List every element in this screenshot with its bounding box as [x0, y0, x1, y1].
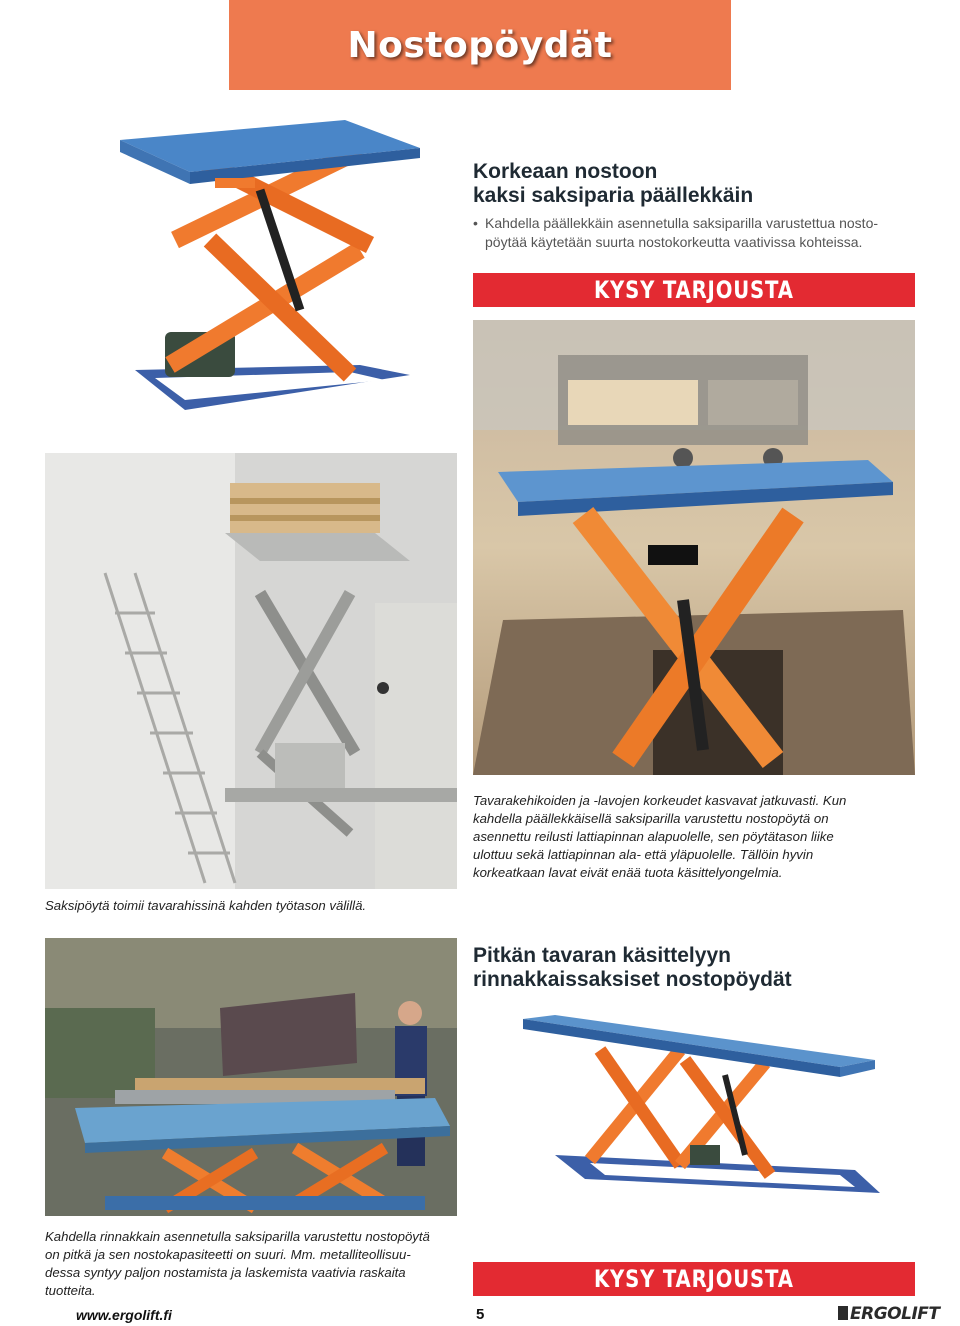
quote-request-label-bottom: KYSY TARJOUSTA [594, 1265, 794, 1293]
section1-heading [473, 160, 923, 208]
caption-pit-lift [473, 792, 923, 882]
quote-request-label-top: KYSY TARJOUSTA [594, 276, 794, 304]
section1-bullet-line2: pöytää käytetään suurta nostokorkeutta vaativissa kohteissa. [485, 234, 863, 250]
photo-double-scissor-lift [60, 100, 460, 445]
section2-heading-line2: rinnakkaissaksiset nostopöydät [473, 968, 792, 991]
section1-bullet [473, 214, 923, 252]
caption-pit-line2: kahdella päällekkäisellä saksiparilla varustettu nostopöytä on [473, 811, 829, 826]
caption-pit-line1: Tavarakehikoiden ja -lavojen korkeudet kasvavat jatkuvasti. Kun [473, 793, 847, 808]
caption-wide-lift [45, 1228, 475, 1300]
photo-scissor-elevator [45, 453, 457, 889]
footer-website-link[interactable]: www.ergolift.fi [76, 1307, 172, 1323]
caption-wide-line1: Kahdella rinnakkain asennetulla saksiparilla varustettu nostopöytä [45, 1229, 430, 1244]
section1-bullet-line1: Kahdella päällekkäin asennetulla saksiparilla varustettua nosto- [485, 215, 879, 231]
ergolift-logo-icon [838, 1306, 848, 1320]
photo-tandem-scissor-lift [495, 1005, 915, 1225]
caption-wide-line2: on pitkä ja sen nostokapasiteetti on suuri. Mm. metalliteollisuu- [45, 1247, 411, 1262]
caption-pit-line3: asennettu reilusti lattiapinnan alapuolelle, sen pöytätason liike [473, 829, 834, 844]
caption-wide-line4: tuotteita. [45, 1283, 96, 1298]
ergolift-logo [838, 1304, 939, 1324]
caption-elevator: Saksipöytä toimii tavarahissinä kahden työtason välillä. [45, 898, 367, 913]
section1-heading-line2: kaksi saksiparia päällekkäin [473, 184, 754, 207]
section2-heading [473, 944, 923, 992]
bullet-icon: • [473, 215, 478, 231]
photo-pit-lift-with-trolley [473, 320, 915, 775]
quote-request-button-bottom[interactable] [473, 1262, 915, 1296]
title-banner [229, 0, 731, 90]
quote-request-button-top[interactable] [473, 273, 915, 307]
page-number: 5 [476, 1306, 485, 1323]
page-title: Nostopöydät [347, 24, 613, 66]
caption-wide-line3: dessa syntyy paljon nostamista ja laskemista vaativia raskaita [45, 1265, 406, 1280]
section2-heading-line1: Pitkän tavaran käsittelyyn [473, 944, 731, 967]
section1-heading-line1: Korkeaan nostoon [473, 160, 658, 183]
caption-pit-line5: korkeatkaan lavat eivät enää tuota käsittelyongelmia. [473, 865, 783, 880]
photo-wide-lift-with-worker [45, 938, 457, 1216]
caption-pit-line4: ulottuu sekä lattiapinnan ala- että yläpuolelle. Tällöin hyvin [473, 847, 814, 862]
ergolift-logo-text: ERGOLIFT [850, 1304, 940, 1324]
